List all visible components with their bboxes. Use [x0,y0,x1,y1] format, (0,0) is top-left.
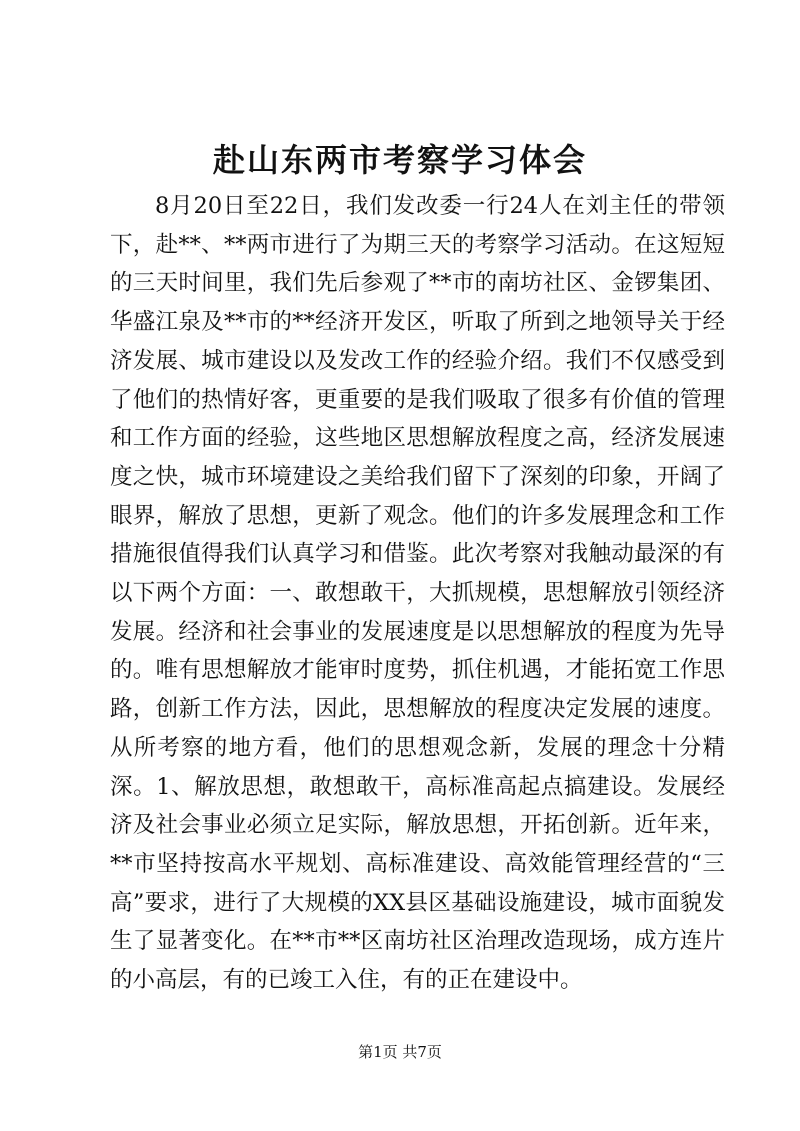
document-title: 赴山东两市考察学习体会 [212,141,587,179]
document-body-paragraph: 8月20日至22日，我们发改委一行24人在刘主任的带领下，赴**、**两市进行了为期三天的考察学习活动。在这短短的三天时间里，我们先后参观了**市的南坊社区、金锣集团、华盛江泉及**市的**经济开发区，听取了所到之地领导关于经济发展、城市建设以及发改工作的经验介绍。我们不仅感受到了他们的热情好客，更重要的是我们吸取了很多有价值的管理和工作方面的经验，这些地区思想解放程度之高，经济发展速度之快，城市环境建设之美给我们留下了深刻的印象，开阔了眼界，解放了思想，更新了观念。他们的许多发展理念和工作措施很值得我们认真学习和借鉴。此次考察对我触动最深的有以下两个方面：一、敢想敢干，大抓规模，思想解放引领经济发展。经济和社会事业的发展速度是以思想解放的程度为先导的。唯有思想解放才能审时度势，抓住机遇，才能拓宽工作思路，创新工作方法，因此，思想解放的程度决定发展的速度。从所考察的地方看，他们的思想观念新，发展的理念十分精深。1、解放思想，敢想敢干，高标准高起点搞建设。发展经济及社会事业必须立足实际，解放思想，开拓创新。近年来，**市坚持按高水平规划、高标准建设、高效能管理经营的“三高”要求，进行了大规模的XX县区基础设施建设，城市面貌发生了显著变化。在**市**区南坊社区治理改造现场，成方连片的小高层，有的已竣工入住，有的正在建设中。 [110,193,725,994]
page-number-footer: 第1页 共7页 [358,1043,442,1061]
